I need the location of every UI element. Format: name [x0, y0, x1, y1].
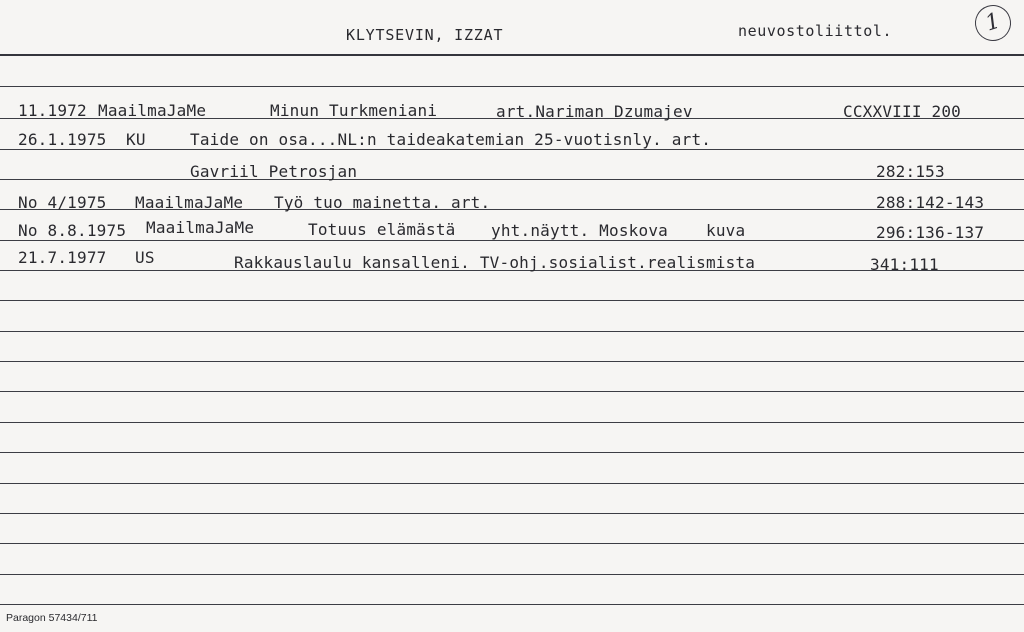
entry-title: Rakkauslaulu kansalleni. TV-ohj.sosialist.realismista [234, 253, 756, 272]
entry-ref: 341:111 [870, 255, 939, 274]
ruled-line [0, 240, 1024, 241]
entry-title: Totuus elämästä [308, 220, 456, 239]
ruled-line [0, 543, 1024, 544]
entry-title: Työ tuo mainetta. art. [274, 193, 491, 212]
ruled-line [0, 179, 1024, 180]
entry-title: Taide on osa...NL:n taideakatemian 25-vuotisnly. art. [190, 130, 712, 149]
entry-source: US [135, 248, 155, 267]
ruled-line [0, 513, 1024, 514]
entry-source: MaailmaJaMe [135, 193, 244, 212]
entry-date: No 8.8.1975 [18, 221, 127, 240]
entry-ref: 282:153 [876, 162, 945, 181]
ruled-line [0, 422, 1024, 423]
ruled-line [0, 604, 1024, 605]
entry-source: MaailmaJaMe [146, 218, 255, 237]
entry-date: No 4/1975 [18, 193, 107, 212]
ruled-line [0, 149, 1024, 150]
entry-date: 21.7.1977 [18, 248, 107, 267]
entry-extra: kuva [706, 221, 746, 240]
ruled-line [0, 361, 1024, 362]
ruled-line [0, 452, 1024, 453]
card-number-circled: 1 [970, 0, 1015, 45]
entry-date: 26.1.1975 [18, 130, 107, 149]
card-heading-country: neuvostoliittol. [738, 22, 893, 40]
entry-note: yht.näytt. Moskova [491, 221, 668, 240]
entry-ref: 296:136-137 [876, 223, 985, 242]
entry-title: Minun Turkmeniani [270, 101, 438, 120]
entry-date: 11.1972 [18, 101, 87, 120]
printer-imprint: Paragon 57434/711 [6, 612, 98, 624]
ruled-line [0, 86, 1024, 87]
entry-note: art.Nariman Dzumajev [496, 102, 693, 121]
ruled-line [0, 300, 1024, 301]
ruled-line [0, 574, 1024, 575]
ruled-line [0, 483, 1024, 484]
card-heading-name: KLYTSEVIN, IZZAT [346, 26, 504, 44]
entry-source: MaailmaJaMe [98, 101, 207, 120]
entry-ref: 288:142-143 [876, 193, 985, 212]
header-rule [0, 54, 1024, 56]
ruled-line [0, 331, 1024, 332]
ruled-line [0, 391, 1024, 392]
entry-source: KU [126, 130, 146, 149]
entry-ref: CCXXVIII 200 [843, 102, 961, 121]
entry-continuation: Gavriil Petrosjan [190, 162, 358, 181]
